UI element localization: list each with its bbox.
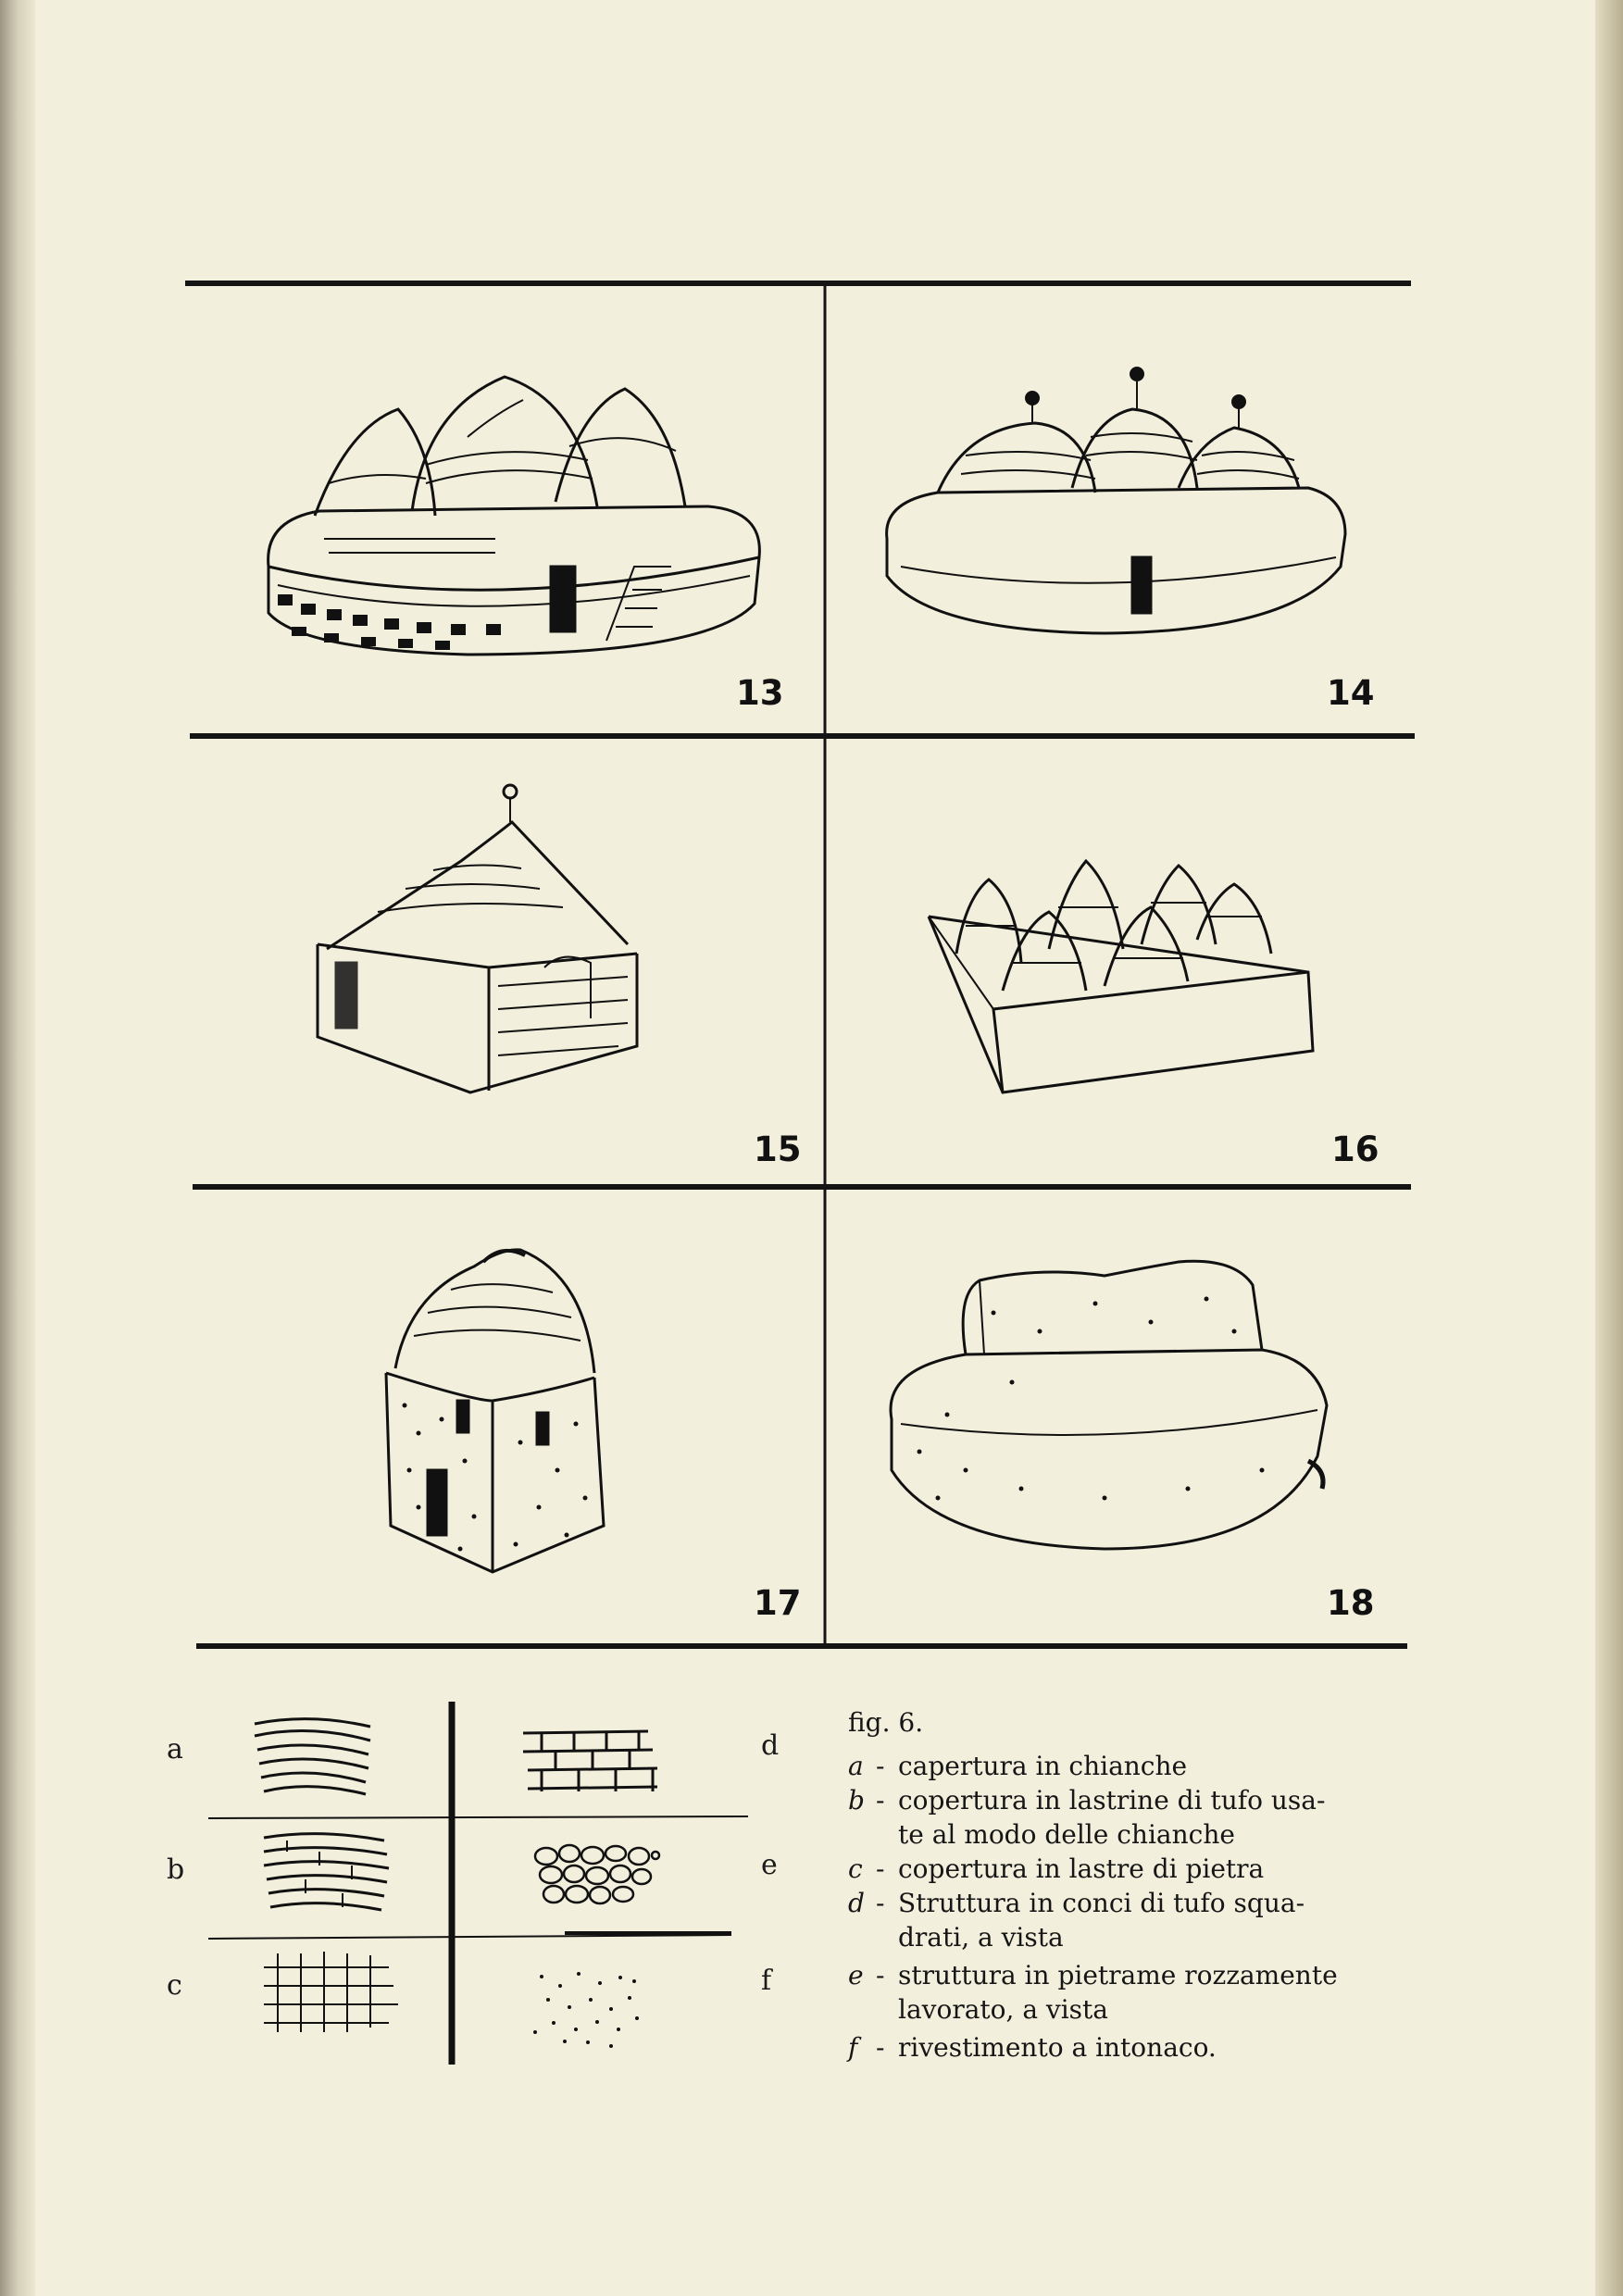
caption-item-a: a - capertura in chianche <box>848 1749 1446 1783</box>
figure-caption <box>848 1705 1446 2065</box>
caption-item-letter: b <box>848 1785 865 1816</box>
figure-number-18: 18 <box>1327 1583 1375 1623</box>
figure-number-17: 17 <box>754 1583 802 1623</box>
caption-item-text: struttura in pietrame rozzamente <box>898 1960 1338 1990</box>
caption-title: fig. 6. <box>848 1707 924 1738</box>
legend-letter-a: a <box>167 1733 183 1766</box>
figure-number-15: 15 <box>754 1129 802 1169</box>
caption-item-letter: c <box>848 1853 863 1884</box>
swatch-a-chianche <box>255 1719 370 1794</box>
caption-item-text: copertura in lastrine di tufo usa- <box>898 1785 1326 1816</box>
caption-item-text: capertura in chianche <box>898 1751 1188 1781</box>
swatch-d-conci <box>523 1731 657 1791</box>
figure-number-16: 16 <box>1331 1129 1380 1169</box>
legend-letter-b: b <box>167 1853 185 1886</box>
swatch-c-lastre <box>264 1952 398 2032</box>
caption-item-continuation: te al modo delle chianche <box>898 1819 1235 1850</box>
legend-letter-f: f <box>761 1965 772 1997</box>
caption-item-letter: e <box>848 1960 864 1990</box>
figure-number-13: 13 <box>736 673 784 713</box>
caption-item-d: d - Struttura in conci di tufo squa- <box>848 1886 1446 1920</box>
caption-item-letter: f <box>848 2032 858 2063</box>
caption-item-text: copertura in lastre di pietra <box>898 1853 1265 1884</box>
caption-item-f: f - rivestimento a intonaco. <box>848 2030 1446 2065</box>
caption-item-text: Struttura in conci di tufo squa- <box>898 1888 1305 1918</box>
caption-item-text: rivestimento a intonaco. <box>898 2032 1217 2063</box>
caption-item-continuation: drati, a vista <box>898 1922 1064 1953</box>
caption-item-b: b - copertura in lastrine di tufo usa- <box>848 1783 1446 1817</box>
caption-item-e: e - struttura in pietrame rozzamente <box>848 1958 1446 1992</box>
swatch-f-intonaco <box>533 1972 639 2048</box>
legend-letter-c: c <box>167 1969 182 2002</box>
legend-letter-d: d <box>761 1729 780 1762</box>
caption-item-letter: a <box>848 1751 864 1781</box>
swatch-e-pietrame <box>535 1845 659 1903</box>
figure-number-14: 14 <box>1327 673 1375 713</box>
swatch-b-lastrine <box>264 1834 389 1910</box>
caption-item-c: c - copertura in lastre di pietra <box>848 1852 1446 1886</box>
legend-letter-e: e <box>761 1849 778 1881</box>
caption-item-letter: d <box>848 1888 865 1918</box>
caption-item-continuation: lavorato, a vista <box>898 1994 1108 2025</box>
